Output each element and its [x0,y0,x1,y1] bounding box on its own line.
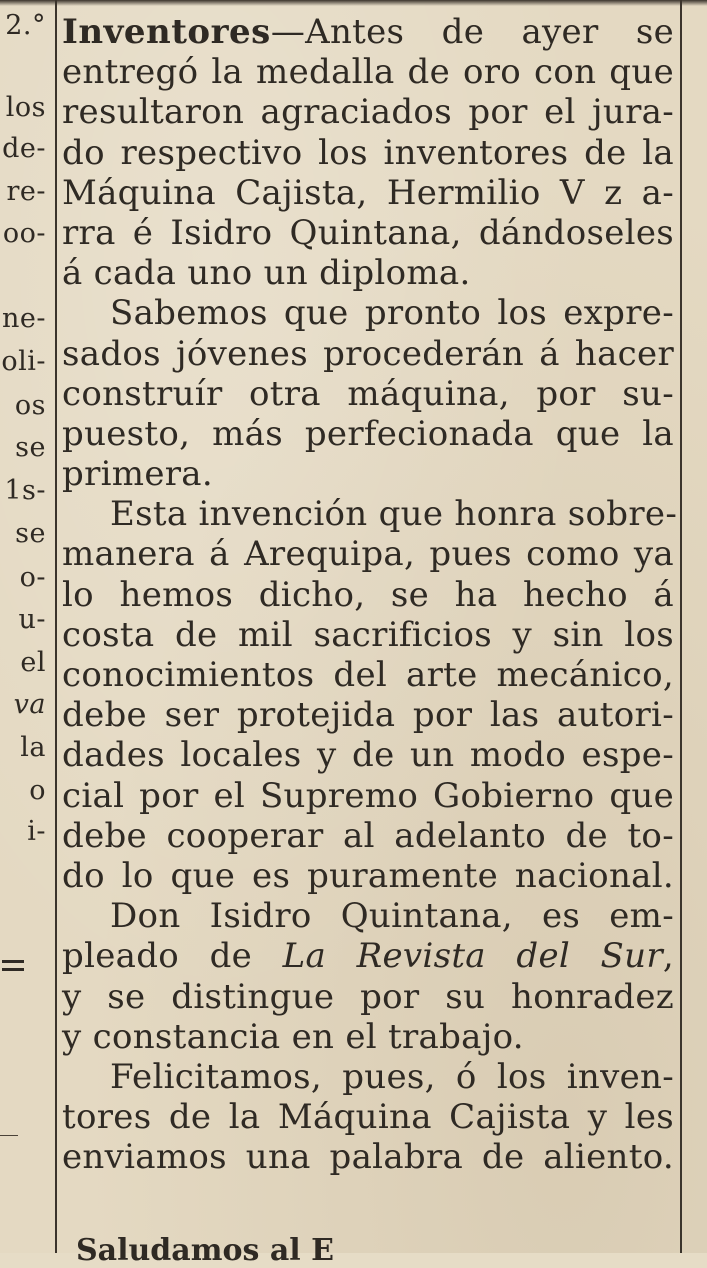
left-fragment: o- [19,562,46,593]
article-line: do respectivo los inventores de la [62,132,674,173]
article-line: Máquina Cajista, Hermilio V z a- [62,172,674,213]
section-divider [0,1135,18,1136]
left-fragment: la [20,732,46,763]
left-fragment: se [15,432,46,463]
article-line: debe ser protejida por las autori- [62,695,674,736]
left-fragment: ne- [2,303,46,334]
article-line: cial por el Supremo Gobierno que [62,775,674,816]
left-fragment: de- [2,133,46,164]
article-line: manera á Arequipa, pues como ya [62,534,674,575]
left-fragment: u- [18,604,46,635]
article-line: costa de mil sacrificios y sin los [62,614,674,655]
article-line: Sabemos que pronto los expre- [110,293,674,334]
article-line: puesto, más perfecionada que la [62,413,674,454]
next-article-heading-cutoff: Saludamos al E [76,1233,334,1268]
article-line: y constancia en el trabajo. [62,1016,524,1057]
left-fragment: 1s- [4,475,46,506]
article-line: debe cooperar al adelanto de to- [62,815,674,856]
article-line: entregó la medalla de oro con que [62,52,674,93]
section-dash [2,968,24,971]
article-line: do lo que es puramente nacional. [62,855,674,896]
left-fragment: oo- [2,218,46,249]
column-rule-left [55,0,57,1253]
left-fragment: oli- [1,346,46,377]
article-heading: Inventores [62,12,271,52]
article-line: tores de la Máquina Cajista y les [62,1097,674,1138]
left-fragment: i- [27,816,46,847]
article-line: dades locales y de un modo espe- [62,735,674,776]
article-line: primera. [62,454,213,495]
article-line: Inventores—Antes de ayer se [62,12,674,52]
article-line: á cada uno un diploma. [62,253,471,294]
article-line: Don Isidro Quintana, es em- [110,896,674,937]
article-line: Esta invención que honra sobre- [110,494,678,535]
article-line: lo hemos dicho, se ha hecho á [62,574,674,615]
left-fragment: 2.° [5,10,46,41]
article-line: y se distingue por su honradez [62,976,674,1017]
article-line: pleado de La Revista del Sur, [62,936,675,977]
left-fragment: va [13,689,46,720]
article-line: sados jóvenes procederán á hacer [62,333,674,374]
column-rule-right [680,0,682,1253]
left-fragment: re- [6,176,46,207]
article-line: resultaron agraciados por el jura- [62,92,674,133]
left-fragment: los [5,92,46,123]
left-fragment: el [20,647,46,678]
article-line: Felicitamos, pues, ó los inven- [110,1056,674,1097]
left-fragment: o [29,775,46,806]
article-inventores [62,12,678,1178]
article-line: conocimientos del arte mecánico, [62,655,674,695]
section-dash [2,960,24,963]
left-fragment: se [15,518,46,549]
left-fragment: os [14,390,46,421]
article-line: rra é Isidro Quintana, dándoseles [62,212,674,253]
article-line: enviamos una palabra de aliento. [62,1137,674,1178]
newspaper-name: La Revista del Sur [282,936,663,977]
article-line: construír otra máquina, por su- [62,373,674,414]
top-rule [0,0,707,6]
